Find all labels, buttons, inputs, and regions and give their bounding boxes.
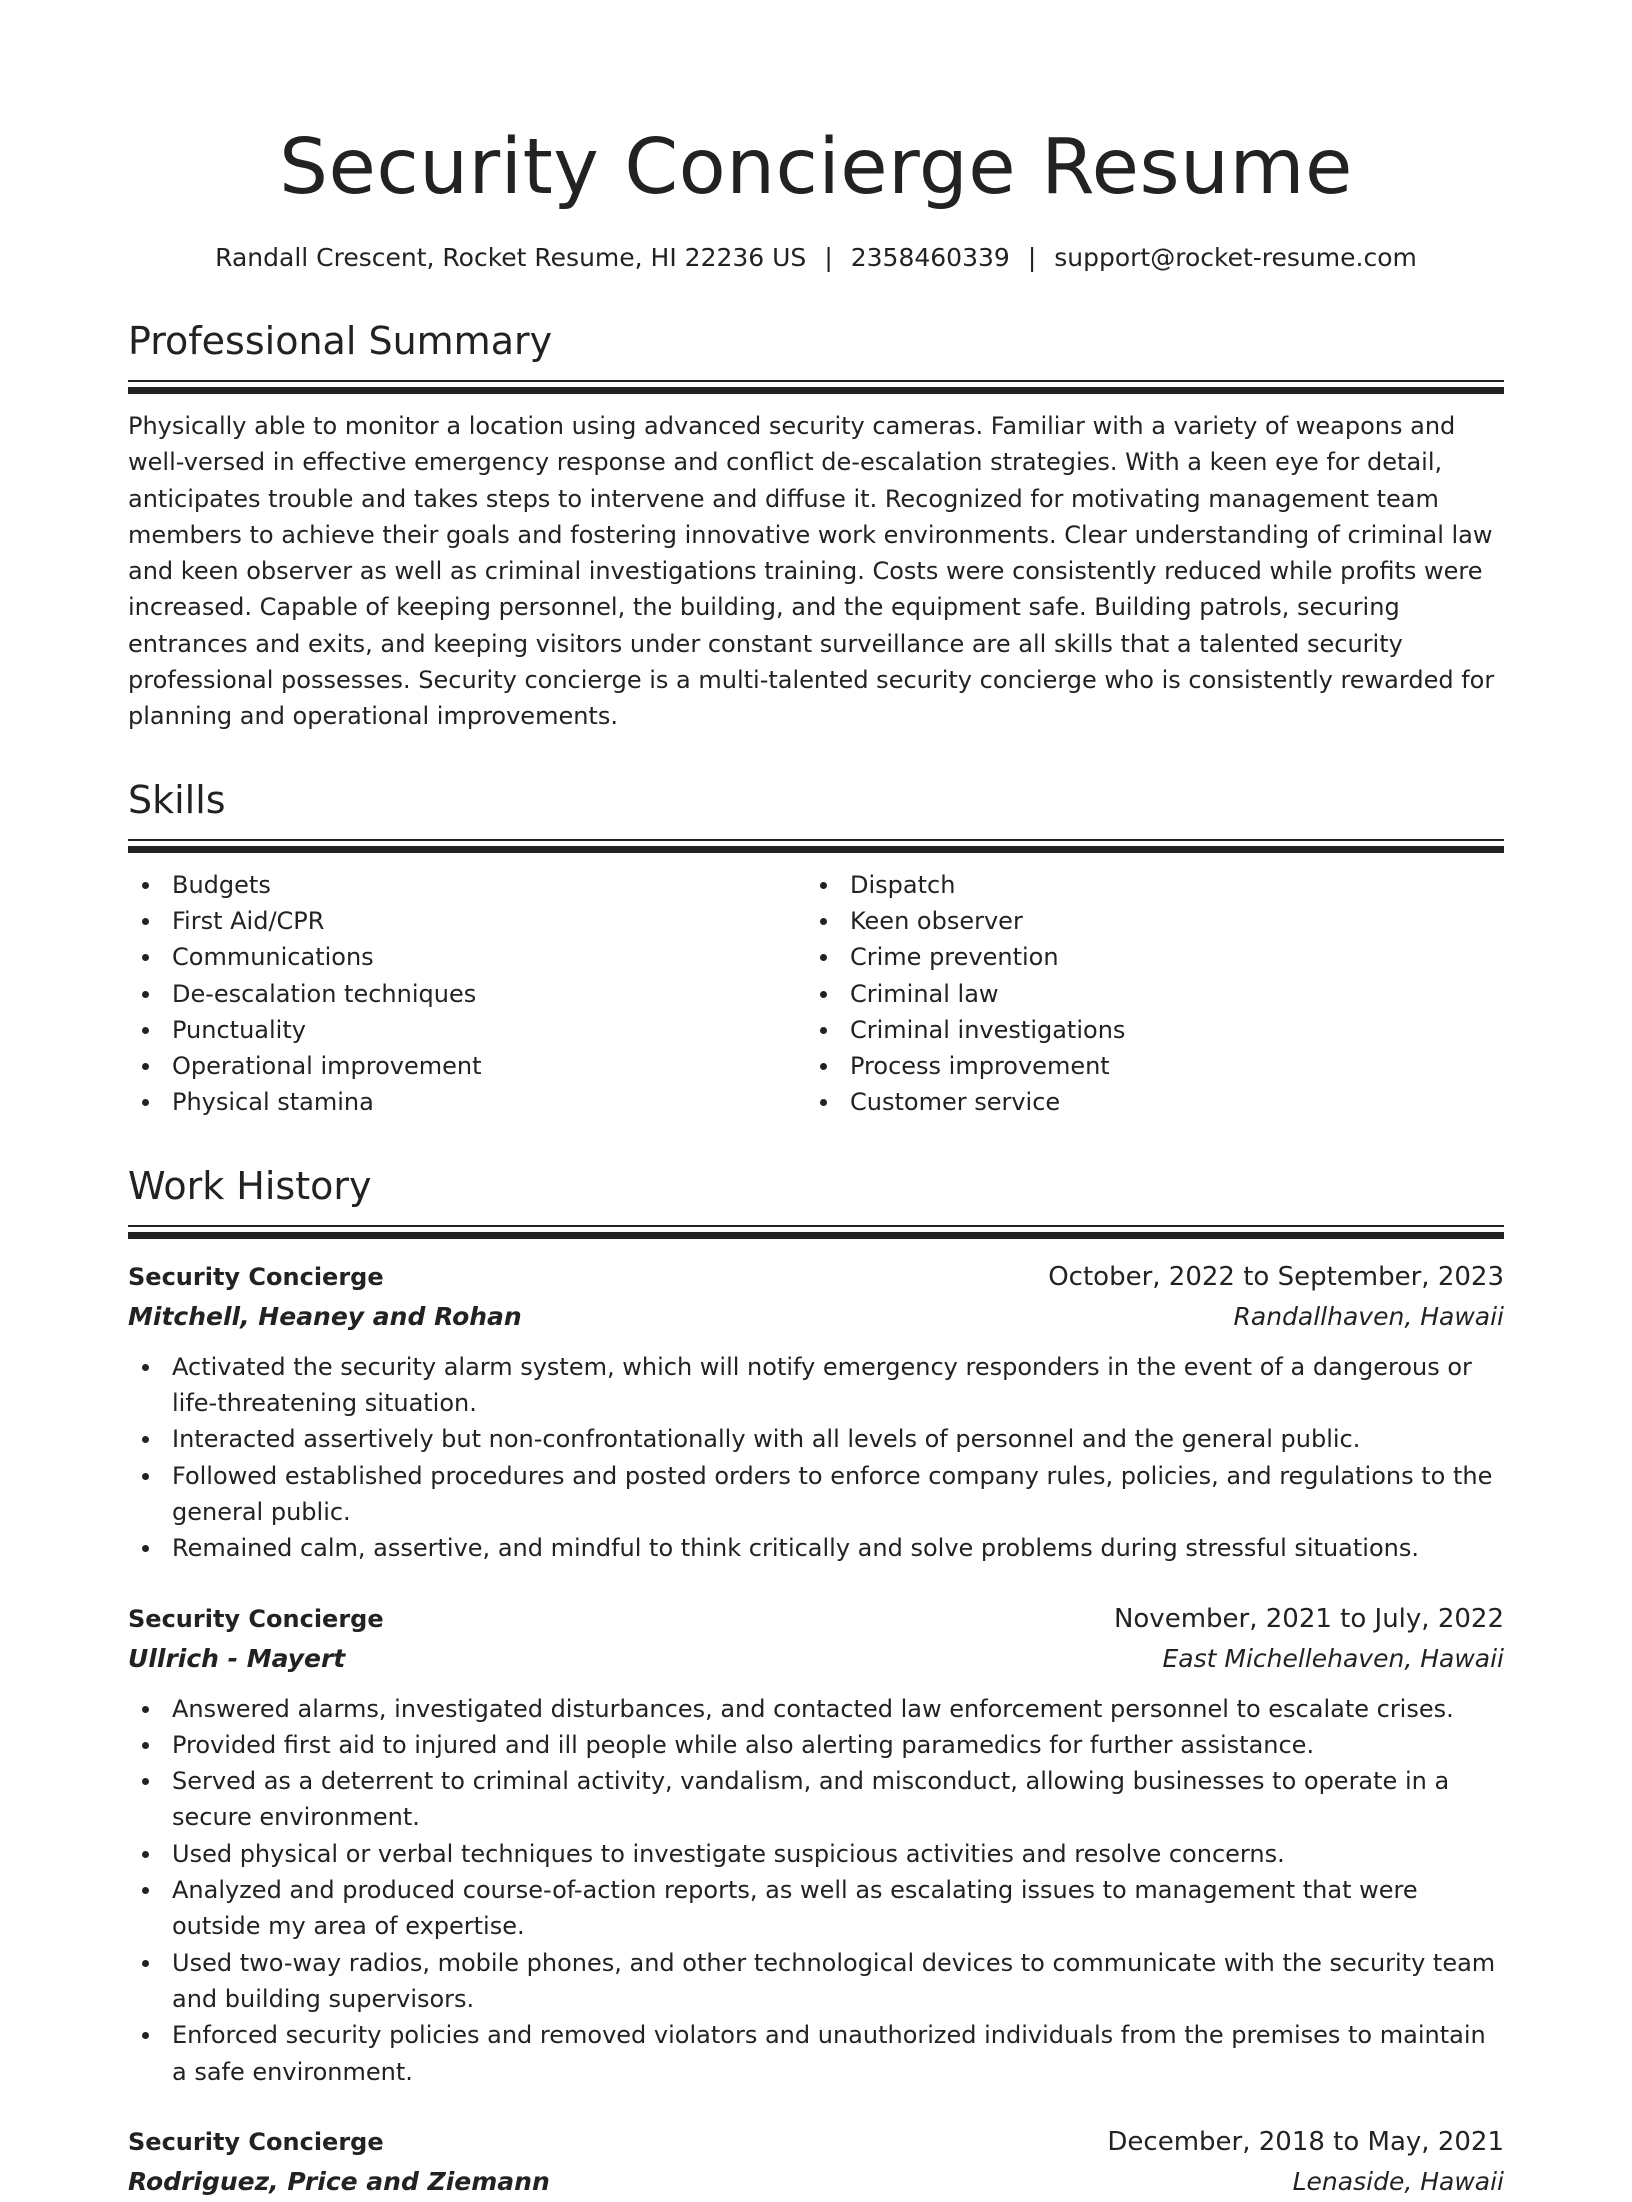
section-divider <box>128 839 1504 841</box>
job-duty-item: Served as a deterrent to criminal activity, vandalism, and misconduct, allowing businesses to operate in a secure environment. <box>128 1763 1504 1836</box>
job-duty-item: Used two-way radios, mobile phones, and other technological devices to communicate with the security team and building supervisors. <box>128 1945 1504 2018</box>
skill-item: Crime prevention <box>806 939 1484 975</box>
skill-item: Criminal investigations <box>806 1012 1484 1048</box>
job-duty-item: Followed established procedures and posted orders to enforce company rules, policies, and regulations to the general public. <box>128 1458 1504 1531</box>
job-duty-item: Remained calm, assertive, and mindful to think critically and solve problems during stressful situations. <box>128 1530 1504 1566</box>
job-duty-item: Analyzed and produced course-of-action reports, as well as escalating issues to management that were outside my area of expertise. <box>128 1872 1504 1945</box>
section-divider-thick <box>128 387 1504 394</box>
skills-list-right <box>806 867 1484 1121</box>
skills-columns <box>128 867 1504 1121</box>
job-dates: December, 2018 to May, 2021 <box>1107 2126 1504 2157</box>
contact-address: Randall Crescent, Rocket Resume, HI 22236 US <box>215 243 807 272</box>
resume-title: Security Concierge Resume <box>279 123 1353 212</box>
contact-separator: | <box>824 243 833 272</box>
job-location: East Michellehaven, Hawaii <box>1162 1643 1504 1673</box>
section-heading: Skills <box>128 777 226 822</box>
job-duty-item: Used physical or verbal techniques to investigate suspicious activities and resolve concerns. <box>128 1836 1504 1872</box>
job-duty-item: Activated the security alarm system, which will notify emergency responders in the event of a dangerous or life-threatening situation. <box>128 1349 1504 1422</box>
contact-email: support@rocket-resume.com <box>1054 243 1417 272</box>
skill-item: Dispatch <box>806 867 1484 903</box>
skill-item: Budgets <box>128 867 806 903</box>
contact-line <box>128 240 1504 276</box>
job-entry <box>128 2122 1504 2202</box>
summary-text: Physically able to monitor a location using advanced security cameras. Familiar with a variety of weapons and well-versed in effective emergency response and conflict de-escalation strategies. With a keen eye for detail, anticipates trouble and takes steps to intervene and diffuse it. Recognized for motivating management team members to achieve their goals and fostering innovative work environments. Clear understanding of criminal law and keen observer as well as criminal investigations training. Costs were consistently reduced while profits were increased. Capable of keeping personnel, the building, and the equipment safe. Building patrols, securing entrances and exits, and keeping visitors under constant surveillance are all skills that a talented security professional possesses. Security concierge is a multi-talented security concierge who is consistently rewarded for planning and operational improvements. <box>128 412 1495 731</box>
section-heading: Work History <box>128 1163 372 1208</box>
job-company-row <box>128 2162 1504 2202</box>
skills-section <box>128 775 1504 1121</box>
job-duty-item: Interacted assertively but non-confrontationally with all levels of personnel and the general public. <box>128 1421 1504 1457</box>
job-duty-item: Enforced security policies and removed violators and unauthorized individuals from the premises to maintain a safe environment. <box>128 2017 1504 2090</box>
skill-item: Communications <box>128 939 806 975</box>
job-dates: November, 2021 to July, 2022 <box>1113 1603 1504 1634</box>
skill-item: Criminal law <box>806 976 1484 1012</box>
skill-item: De-escalation techniques <box>128 976 806 1012</box>
skill-item: Punctuality <box>128 1012 806 1048</box>
job-company: Rodriguez, Price and Ziemann <box>128 2166 550 2196</box>
job-location: Lenaside, Hawaii <box>1292 2166 1504 2196</box>
job-company-row <box>128 1297 1504 1337</box>
skill-item: Customer service <box>806 1084 1484 1120</box>
job-title: Security Concierge <box>128 1604 384 1633</box>
job-header-row <box>128 2122 1504 2162</box>
job-location: Randallhaven, Hawaii <box>1233 1301 1504 1331</box>
job-dates: October, 2022 to September, 2023 <box>1048 1261 1504 1292</box>
skill-item: Physical stamina <box>128 1084 806 1120</box>
job-entry <box>128 1257 1504 1567</box>
job-company-row <box>128 1639 1504 1679</box>
job-duty-item: Provided first aid to injured and ill people while also alerting paramedics for further assistance. <box>128 1727 1504 1763</box>
skill-item: Process improvement <box>806 1048 1484 1084</box>
job-entry <box>128 1599 1504 2090</box>
skill-item: Operational improvement <box>128 1048 806 1084</box>
professional-summary-section <box>128 316 1504 735</box>
skills-list-left <box>128 867 806 1121</box>
skill-item: Keen observer <box>806 903 1484 939</box>
job-duties-list <box>128 1691 1504 2090</box>
job-title: Security Concierge <box>128 1262 384 1291</box>
job-company: Mitchell, Heaney and Rohan <box>128 1301 522 1331</box>
skill-item: First Aid/CPR <box>128 903 806 939</box>
contact-phone: 2358460339 <box>850 243 1010 272</box>
section-divider <box>128 1225 1504 1227</box>
work-history-section <box>128 1161 1504 2202</box>
section-divider <box>128 380 1504 382</box>
section-divider-thick <box>128 846 1504 853</box>
job-header-row <box>128 1599 1504 1639</box>
job-title: Security Concierge <box>128 2127 384 2156</box>
section-divider-thick <box>128 1232 1504 1239</box>
job-duties-list <box>128 1349 1504 1567</box>
contact-separator: | <box>1027 243 1037 272</box>
job-company: Ullrich - Mayert <box>128 1643 346 1673</box>
resume-page <box>128 0 1504 2202</box>
job-duty-item: Answered alarms, investigated disturbances, and contacted law enforcement personnel to escalate crises. <box>128 1691 1504 1727</box>
job-header-row <box>128 1257 1504 1297</box>
section-heading: Professional Summary <box>128 319 553 363</box>
